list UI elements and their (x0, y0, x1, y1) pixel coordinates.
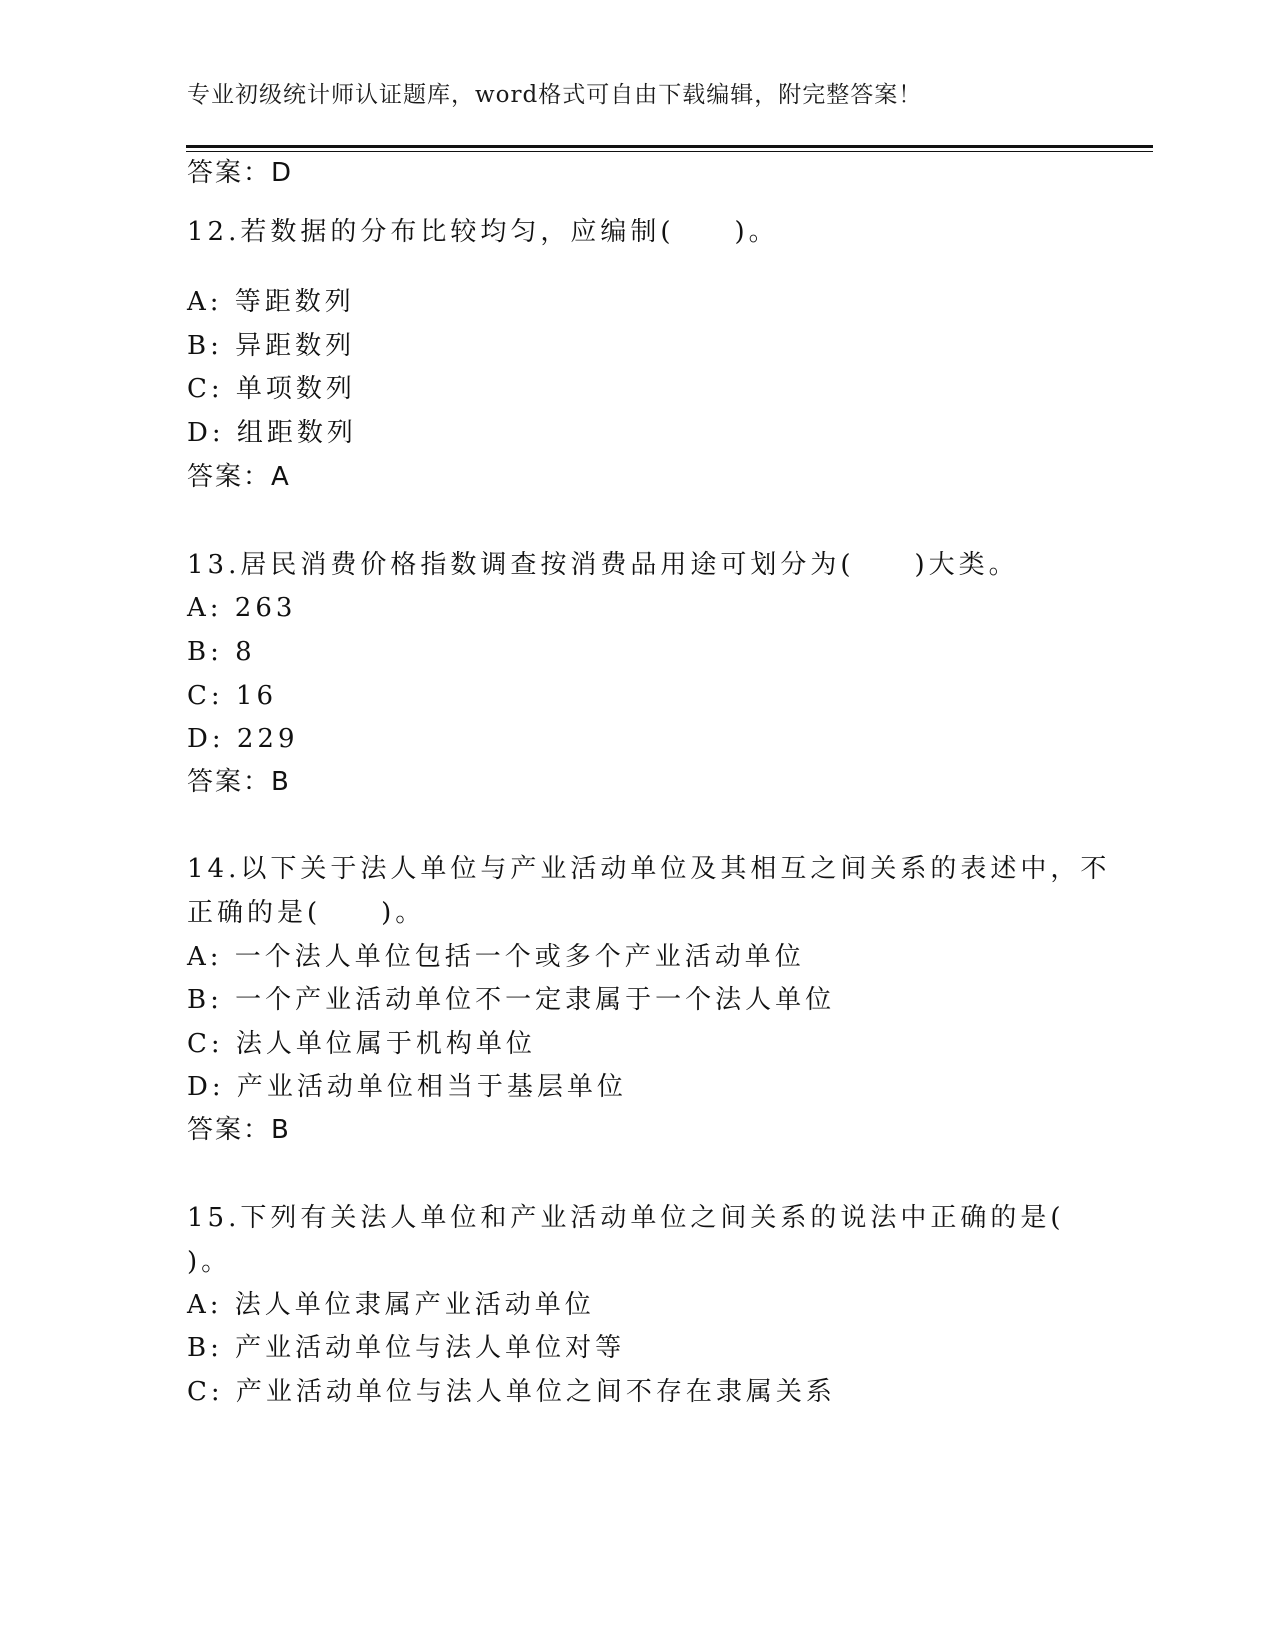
q12-option-b: B: 异距数列 (187, 331, 356, 361)
q14-option-d: D: 产业活动单位相当于基层单位 (187, 1072, 627, 1102)
question-15-stem-line1: 15.下列有关法人单位和产业活动单位之间关系的说法中正确的是( (187, 1203, 1065, 1233)
q14-option-c: C: 法人单位属于机构单位 (187, 1029, 536, 1059)
header-rule-thin (186, 151, 1153, 152)
q14-option-b: B: 一个产业活动单位不一定隶属于一个法人单位 (187, 985, 836, 1015)
header-rule-thick (186, 145, 1153, 148)
q12-option-c: C: 单项数列 (187, 374, 356, 404)
q14-option-a: A: 一个法人单位包括一个或多个产业活动单位 (187, 942, 805, 972)
q13-option-c: C: 16 (187, 681, 278, 711)
q15-option-b: B: 产业活动单位与法人单位对等 (187, 1333, 626, 1363)
answer-q14: 答案：B (187, 1115, 291, 1145)
question-15-stem-line2: )。 (187, 1247, 232, 1277)
q13-option-b: B: 8 (187, 637, 256, 667)
q13-option-d: D: 229 (187, 724, 299, 754)
question-14-stem-line2: 正确的是( )。 (187, 898, 426, 928)
q13-option-a: A: 263 (187, 593, 297, 623)
q12-option-d: D: 组距数列 (187, 418, 357, 448)
q15-option-a: A: 法人单位隶属产业活动单位 (187, 1290, 595, 1320)
answer-q12: 答案：A (187, 462, 291, 492)
question-13-stem: 13.居民消费价格指数调查按消费品用途可划分为( )大类。 (187, 550, 1019, 580)
answer-q13: 答案：B (187, 767, 291, 797)
q15-option-c: C: 产业活动单位与法人单位之间不存在隶属关系 (187, 1377, 836, 1407)
answer-q11: 答案：D (187, 158, 294, 188)
page-header: 专业初级统计师认证题库，word格式可自由下载编辑，附完整答案！ (187, 82, 923, 108)
question-12-stem: 12.若数据的分布比较均匀，应编制( )。 (187, 217, 779, 247)
question-14-stem-line1: 14.以下关于法人单位与产业活动单位及其相互之间关系的表述中，不 (187, 854, 1111, 884)
q12-option-a: A: 等距数列 (187, 287, 355, 317)
